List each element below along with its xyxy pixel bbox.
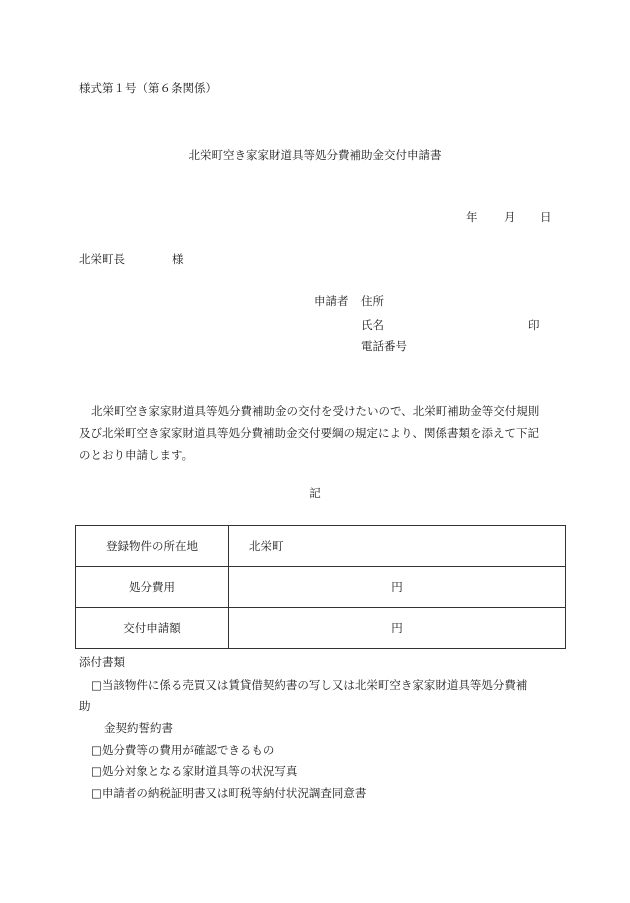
date-year-label: 年 xyxy=(466,210,478,224)
attachment-item-contract-cont: 金契約誓約書 xyxy=(104,721,173,735)
table-value-location: 北栄町 xyxy=(229,526,566,567)
addressee-name: 北栄町長 xyxy=(79,252,125,266)
phone-label: 電話番号 xyxy=(361,339,407,353)
date-month-label: 月 xyxy=(504,210,516,224)
table-label-location: 登録物件の所在地 xyxy=(76,526,229,567)
document-title: 北栄町空き家家財道具等処分費補助金交付申請書 xyxy=(188,148,442,162)
applicant-label: 申請者 xyxy=(314,294,349,308)
address-label: 住所 xyxy=(361,294,384,308)
table-value-disposal-cost: 円 xyxy=(229,567,566,608)
attachment-item-contract: □当該物件に係る売買又は賃貸借契約書の写し又は北栄町空き家家財道具等処分費補 xyxy=(91,678,528,692)
attachment-item-photos: □処分対象となる家財道具等の状況写真 xyxy=(91,764,298,778)
attachments-title: 添付書類 xyxy=(79,655,125,669)
table-label-request-amount: 交付申請額 xyxy=(76,608,229,649)
table-value-request-amount: 円 xyxy=(229,608,566,649)
addressee-honorific: 様 xyxy=(172,252,184,266)
form-number: 様式第１号（第６条関係） xyxy=(79,81,217,95)
table-row xyxy=(76,608,566,649)
ki-heading: 記 xyxy=(309,486,321,500)
details-table xyxy=(75,525,566,649)
application-body-text: 北栄町空き家家財道具等処分費補助金の交付を受けたいので、北栄町補助金等交付規則及び北栄町空き家家財道具等処分費補助金交付要綱の規定により、関係書類を添えて下記のとおり申請します。 xyxy=(79,404,540,462)
date-day-label: 日 xyxy=(540,210,552,224)
table-row xyxy=(76,567,566,608)
attachment-item-cost-proof: □処分費等の費用が確認できるもの xyxy=(91,743,275,757)
attachment-item-contract-wrap: 助 xyxy=(79,699,91,713)
name-label: 氏名 xyxy=(361,318,384,332)
table-row xyxy=(76,526,566,567)
attachment-item-tax-certificate: □申請者の納税証明書又は町税等納付状況調査同意書 xyxy=(91,786,367,800)
table-label-disposal-cost: 処分費用 xyxy=(76,567,229,608)
seal-label: 印 xyxy=(528,318,540,332)
